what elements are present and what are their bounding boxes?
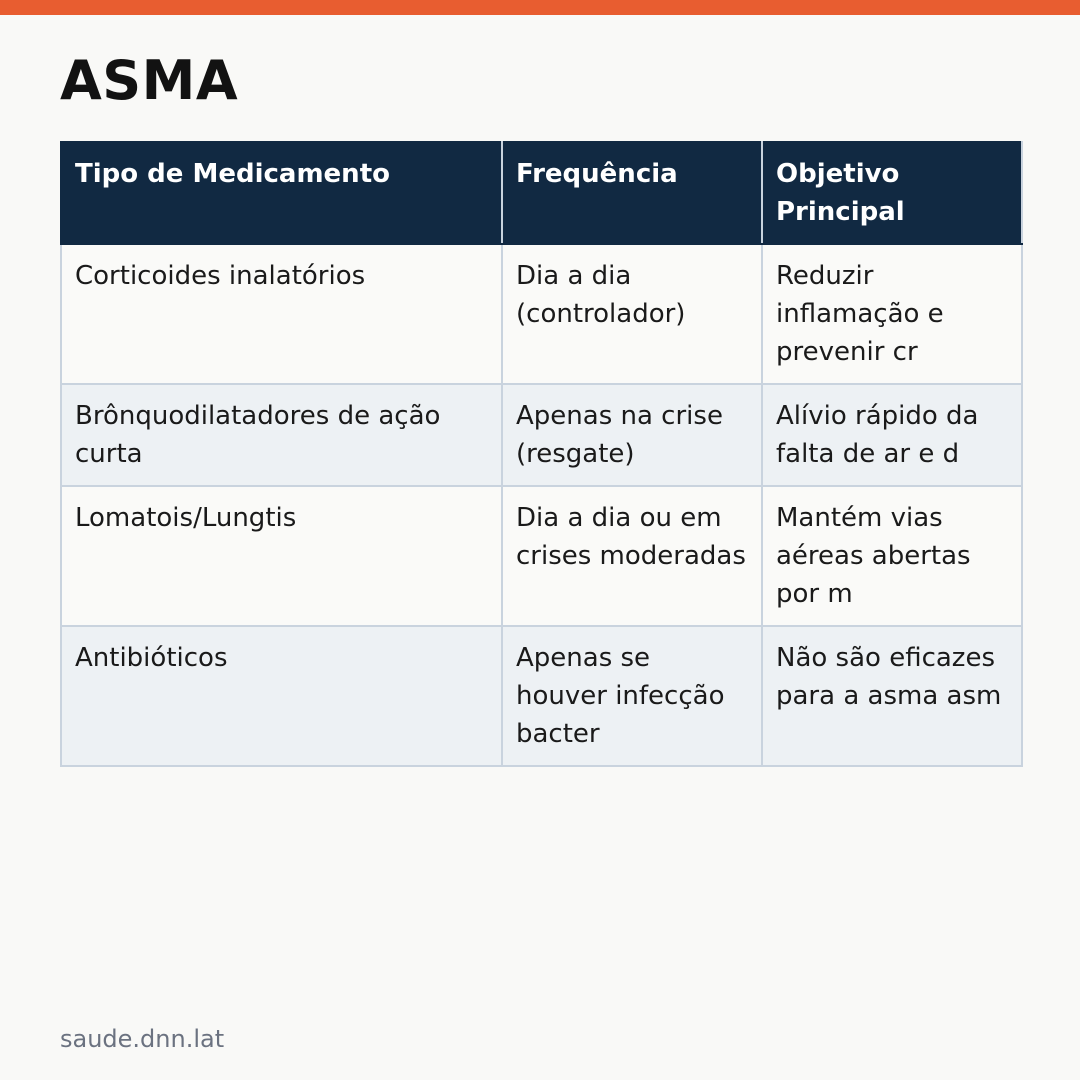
- page-title: ASMA: [60, 49, 239, 112]
- accent-top-bar: [0, 0, 1080, 15]
- column-header-objective: Objetivo Principal: [762, 142, 1022, 244]
- table-cell: Dia a dia (controlador): [502, 244, 762, 384]
- table-cell: Dia a dia ou em crises moderadas: [502, 486, 762, 626]
- table-row: [61, 384, 1022, 486]
- table-cell: Antibióticos: [61, 626, 502, 766]
- column-header-frequency: Frequência: [502, 142, 762, 244]
- table-cell: Apenas na crise (resgate): [502, 384, 762, 486]
- table-cell: Lomatois/Lungtis: [61, 486, 502, 626]
- table-cell: Corticoides inalatórios: [61, 244, 502, 384]
- table-row: [61, 626, 1022, 766]
- table-row: [61, 244, 1022, 384]
- table-cell: Mantém vias aéreas abertas por m: [762, 486, 1022, 626]
- table-header-row: [61, 142, 1022, 244]
- footer-site-name: saude.dnn.lat: [60, 1025, 225, 1053]
- table-cell: Apenas se houver infecção bacter: [502, 626, 762, 766]
- table-cell: Reduzir inflamação e prevenir cr: [762, 244, 1022, 384]
- table-cell: Brônquodilatadores de ação curta: [61, 384, 502, 486]
- table-cell: Alívio rápido da falta de ar e d: [762, 384, 1022, 486]
- medication-table: [60, 141, 1023, 767]
- table-row: [61, 486, 1022, 626]
- column-header-type: Tipo de Medicamento: [61, 142, 502, 244]
- table-cell: Não são eficazes para a asma asm: [762, 626, 1022, 766]
